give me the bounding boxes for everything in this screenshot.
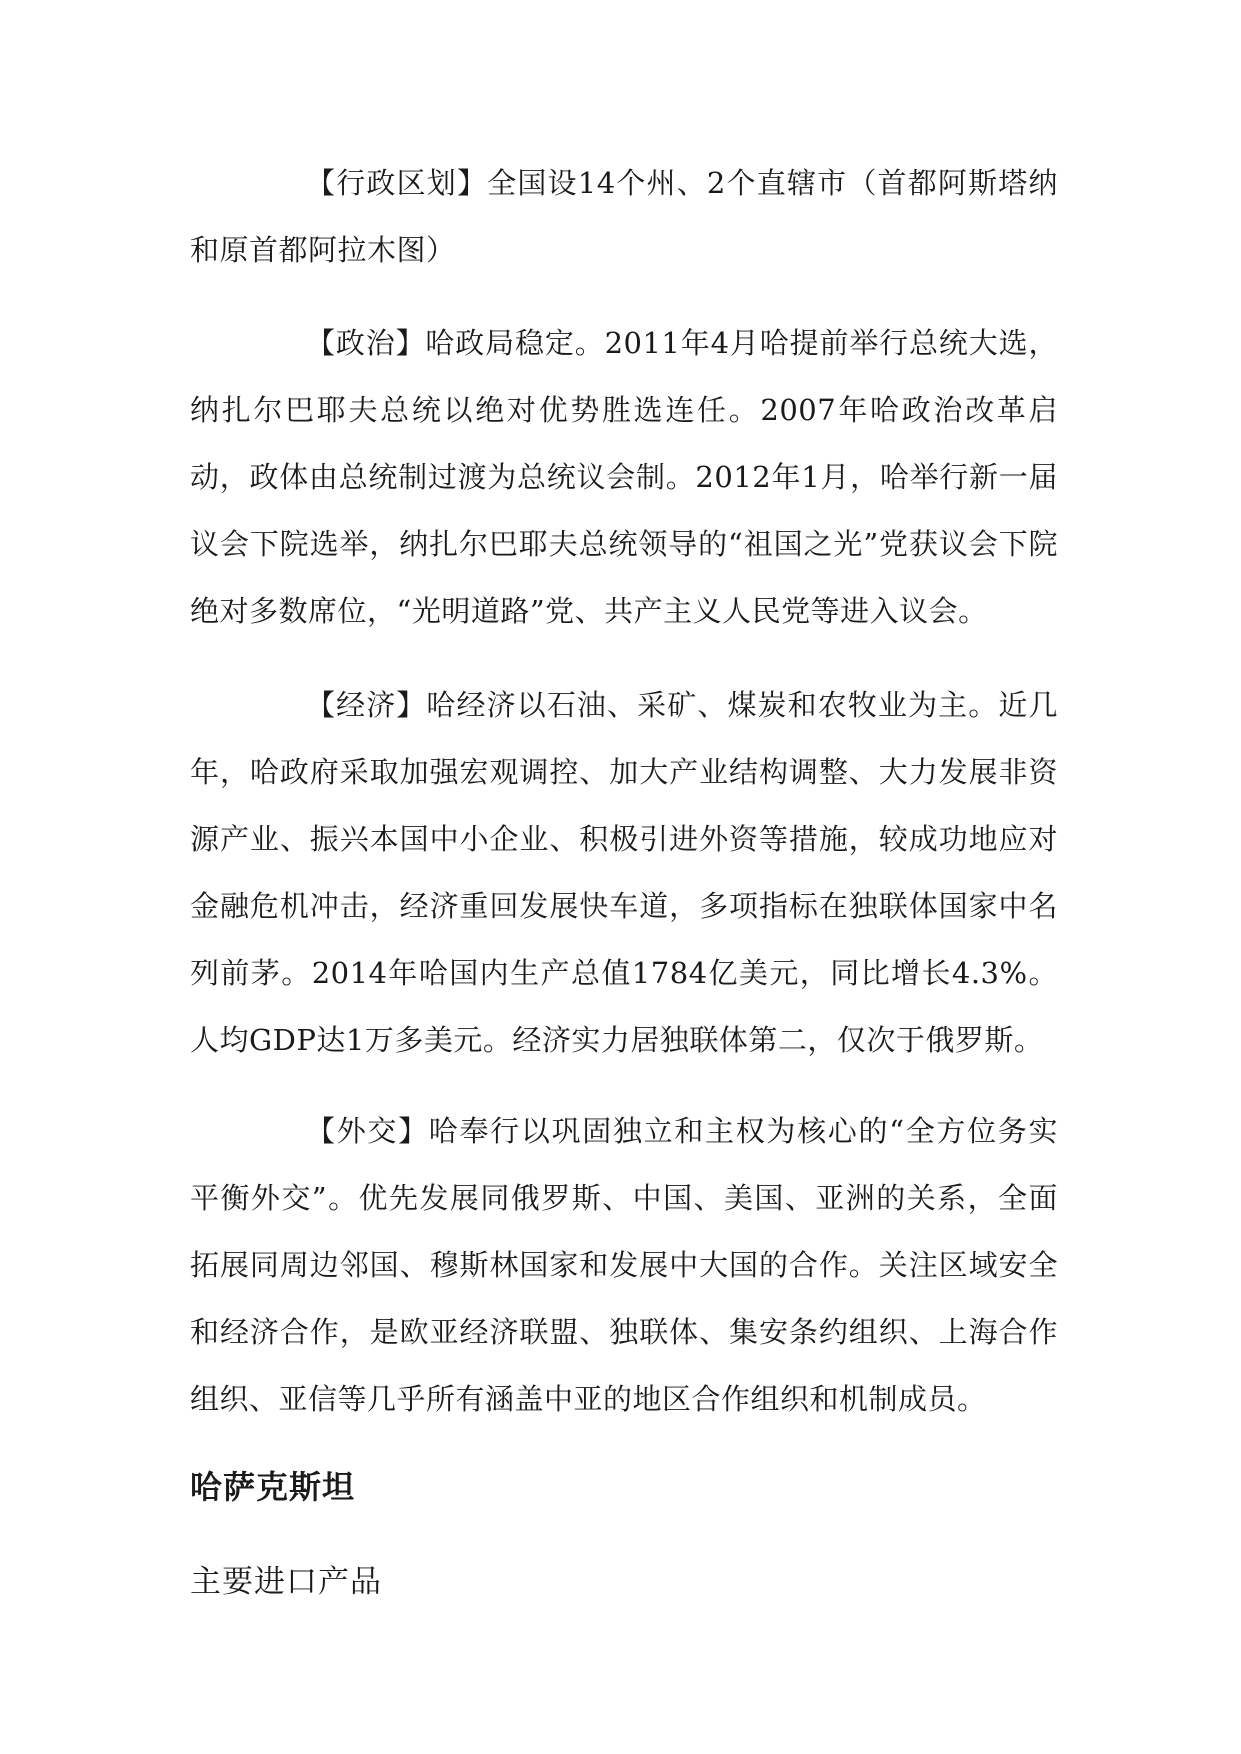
paragraph-administrative-divisions: 【行政区划】全国设14个州、2个直辖市（首都阿斯塔纳和原首都阿拉木图） <box>190 166 1058 267</box>
paragraph-politics: 【政治】哈政局稳定。2011年4月哈提前举行总统大选，纳扎尔巴耶夫总统以绝对优势胜选连任。2007年哈政治改革启动，政体由总统制过渡为总统议会制。2012年1月，哈举行新一届议会下院选举，纳扎尔巴耶夫总统领导的“祖国之光”党获议会下院绝对多数席位，“光明道路”党、共产主义人民党等进入议会。 <box>190 326 1058 628</box>
section-subheading: 主要进口产品 <box>190 1564 382 1600</box>
section-heading: 哈萨克斯坦 <box>190 1468 356 1506</box>
paragraph-economy: 【经济】哈经济以石油、采矿、煤炭和农牧业为主。近几年，哈政府采取加强宏观调控、加大产业结构调整、大力发展非资源产业、振兴本国中小企业、积极引进外资等措施，较成功地应对金融危机冲击，经济重回发展快车道，多项指标在独联体国家中名列前茅。2014年哈国内生产总值1784亿美元，同比增长4.3%。人均GDP达1万多美元。经济实力居独联体第二，仅次于俄罗斯。 <box>190 688 1058 1057</box>
paragraph-diplomacy: 【外交】哈奉行以巩固独立和主权为核心的“全方位务实平衡外交”。优先发展同俄罗斯、中国、美国、亚洲的关系，全面拓展同周边邻国、穆斯林国家和发展中大国的合作。关注区域安全和经济合作，是欧亚经济联盟、独联体、集安条约组织、上海合作组织、亚信等几乎所有涵盖中亚的地区合作组织和机制成员。 <box>190 1114 1058 1416</box>
